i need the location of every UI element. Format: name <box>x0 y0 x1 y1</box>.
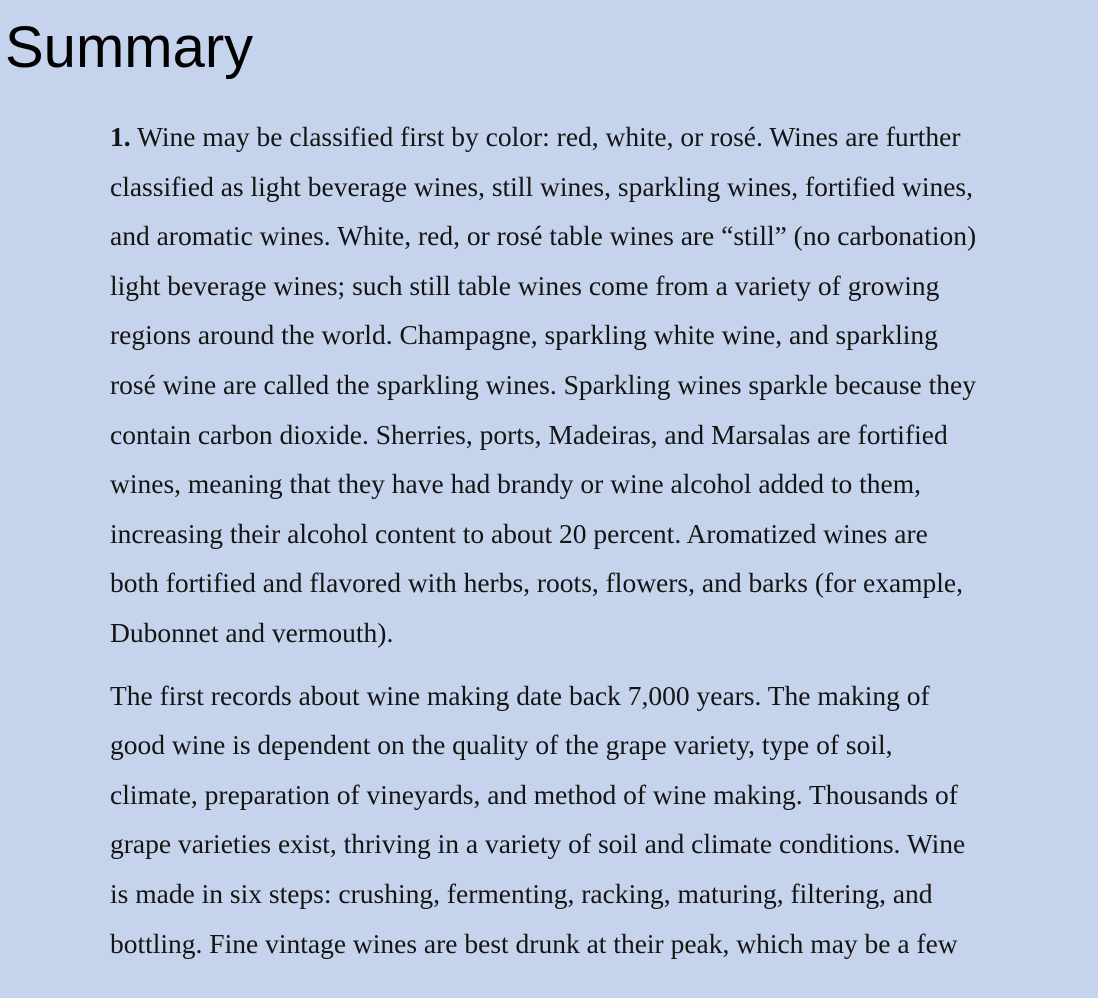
page-title: Summary <box>5 15 254 80</box>
paragraph-line: climate, preparation of vineyards, and method of wine making. Thousands of <box>110 778 958 810</box>
paragraph-line: is made in six steps: crushing, fermenting, racking, maturing, filtering, and <box>110 877 933 909</box>
summary-paragraph-1 <box>110 112 1070 658</box>
paragraph-line: rosé wine are called the sparkling wines. Sparkling wines sparkle because they <box>110 368 976 400</box>
paragraph-line: contain carbon dioxide. Sherries, ports, Madeiras, and Marsalas are fortified <box>110 418 948 450</box>
paragraph-line: light beverage wines; such still table wines come from a variety of growing <box>110 269 940 301</box>
paragraph-line: 1. Wine may be classified first by color: red, white, or rosé. Wines are further <box>110 121 961 152</box>
paragraph-line: bottling. Fine vintage wines are best drunk at their peak, which may be a few <box>110 927 958 959</box>
summary-paragraph-2 <box>110 671 1070 969</box>
summary-content <box>110 112 1070 982</box>
paragraph-line: classified as light beverage wines, still wines, sparkling wines, fortified wines, <box>110 170 974 202</box>
paragraph-line: both fortified and flavored with herbs, roots, flowers, and barks (for example, <box>110 567 964 599</box>
paragraph-line: The first records about wine making date back 7,000 years. The making of <box>110 679 930 711</box>
paragraph-line: wines, meaning that they have had brandy or wine alcohol added to them, <box>110 468 922 500</box>
paragraph-line: good wine is dependent on the quality of the grape variety, type of soil, <box>110 729 893 761</box>
paragraph-line: grape varieties exist, thriving in a variety of soil and climate conditions. Wine <box>110 828 966 860</box>
item-number: 1. <box>110 121 131 152</box>
paragraph-line: and aromatic wines. White, red, or rosé table wines are “still” (no carbonation) <box>110 220 977 252</box>
paragraph-line: increasing their alcohol content to about 20 percent. Aromatized wines are <box>110 517 928 549</box>
paragraph-line: regions around the world. Champagne, sparkling white wine, and sparkling <box>110 319 938 351</box>
paragraph-line: Dubonnet and vermouth). <box>110 616 394 648</box>
